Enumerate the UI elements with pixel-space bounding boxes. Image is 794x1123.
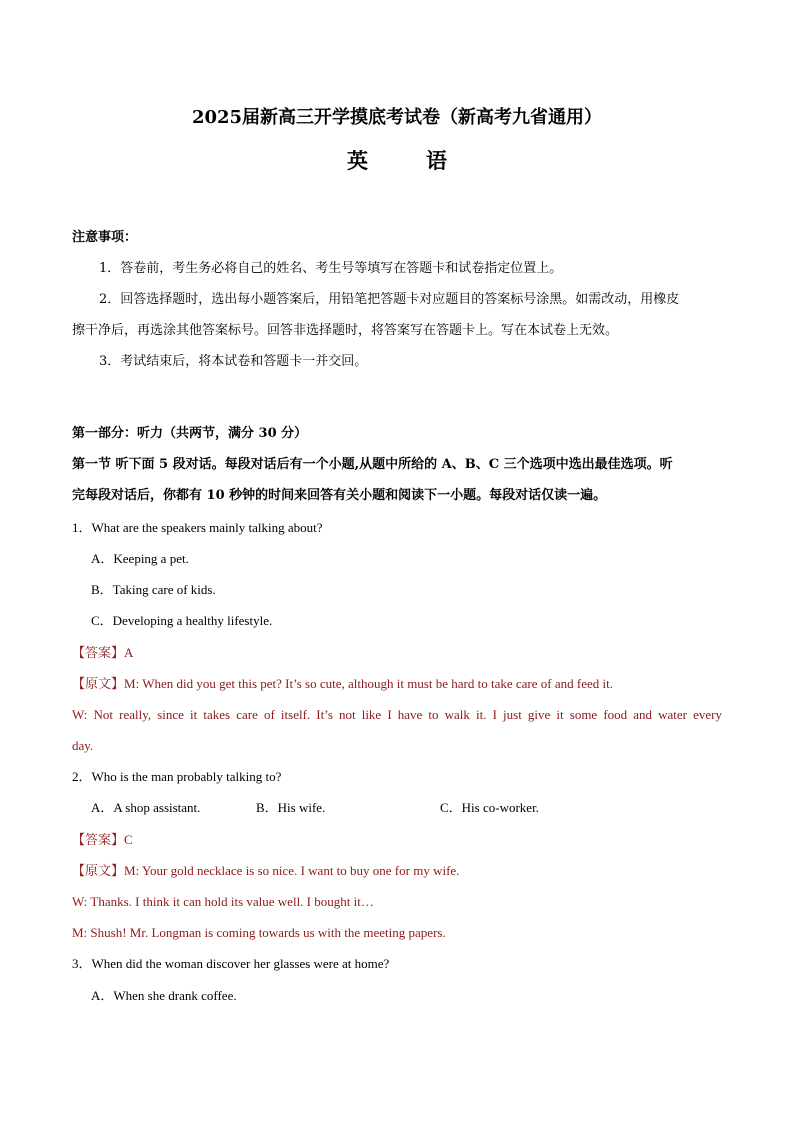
q1-option-b: B．Taking care of kids. bbox=[91, 582, 216, 597]
q1-option-a: A．Keeping a pet. bbox=[91, 551, 189, 566]
notice-item-3: 3．考试结束后，将本试卷和答题卡一并交回。 bbox=[99, 354, 368, 369]
q2-script-line-1 bbox=[72, 861, 722, 881]
subject-char-right: 语 bbox=[426, 148, 447, 173]
q1-script-text-1: M: When did you get this pet? It’s so cute, although it must be hard to take care of and feed it. bbox=[124, 676, 613, 691]
q2-option-c: C．His co-worker. bbox=[440, 800, 539, 815]
q2-option-b: B．His wife. bbox=[256, 800, 326, 815]
q2-script-text-1: M: Your gold necklace is so nice. I want to buy one for my wife. bbox=[124, 863, 460, 878]
notice-item-2-line-1: 2．回答选择题时，选出每小题答案后，用铅笔把答题卡对应题目的答案标号涂黑。如需改动，用橡皮 bbox=[99, 292, 680, 307]
q3-stem: 3．When did the woman discover her glasses were at home? bbox=[72, 956, 390, 971]
subject-char-left: 英 bbox=[347, 148, 368, 173]
q1-script-line-2: W: Not really, since it takes care of itself. It’s not like I have to walk it. I just give it some food and water every bbox=[72, 707, 722, 722]
q2-script-line-2: W: Thanks. I think it can hold its value well. I bought it… bbox=[72, 894, 374, 909]
notice-item-1: 1．答卷前，考生务必将自己的姓名、考生号等填写在答题卡和试卷指定位置上。 bbox=[99, 261, 563, 276]
q2-option-a: A．A shop assistant. bbox=[91, 800, 201, 815]
q2-script-line-3: M: Shush! Mr. Longman is coming towards us with the meeting papers. bbox=[72, 925, 446, 940]
q3-option-a: A．When she drank coffee. bbox=[91, 988, 237, 1003]
q2-stem: 2．Who is the man probably talking to? bbox=[72, 769, 282, 784]
part1-heading: 第一部分：听力（共两节，满分 30 分） bbox=[72, 426, 308, 441]
q1-script-line-3: day. bbox=[72, 738, 94, 753]
q1-stem: 1．What are the speakers mainly talking about? bbox=[72, 520, 323, 535]
q2-script-label: 【原文】 bbox=[72, 863, 125, 878]
q1-option-c: C．Developing a healthy lifestyle. bbox=[91, 613, 273, 628]
q1-script-line-1 bbox=[72, 674, 722, 694]
q1-script-label: 【原文】 bbox=[72, 676, 125, 691]
notice-heading: 注意事项： bbox=[72, 230, 138, 245]
notice-item-2-line-2: 擦干净后，再选涂其他答案标号。回答非选择题时，将答案写在答题卡上。写在本试卷上无效。 bbox=[72, 323, 619, 338]
exam-title: 2025届新高三开学摸底考试卷（新高考九省通用） bbox=[191, 107, 603, 128]
q2-answer: 【答案】C bbox=[72, 832, 133, 847]
subject-title bbox=[0, 145, 794, 175]
q1-answer: 【答案】A bbox=[72, 645, 134, 660]
section1-instruction-line-2: 完每段对话后，你都有 10 秒钟的时间来回答有关小题和阅读下一小题。每段对话仅读一遍。 bbox=[72, 488, 607, 503]
section1-instruction-line-1: 第一节 听下面 5 段对话。每段对话后有一个小题,从题中所给的 A、B、C 三个选项中选出最佳选项。听 bbox=[72, 457, 673, 472]
